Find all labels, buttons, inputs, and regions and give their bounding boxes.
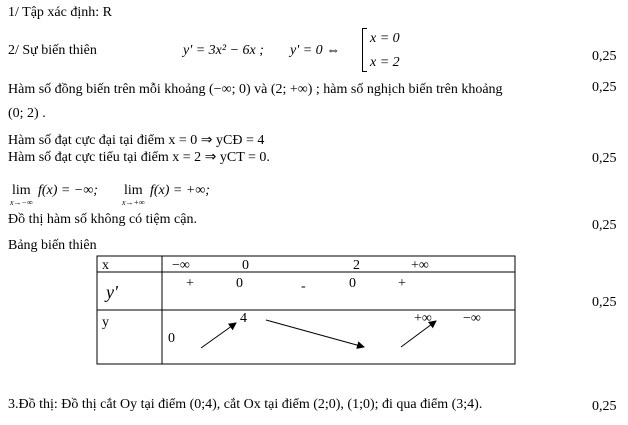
score-asymptote: 0,25	[592, 218, 617, 233]
y-value-minus-inf: −∞	[463, 311, 481, 326]
domain-line: 1/ Tập xác định: R	[8, 5, 112, 20]
limit-expr-2: f(x) = +∞;	[150, 183, 210, 198]
section-2-heading: 2/ Sự biến thiên	[8, 43, 97, 58]
root-1: x = 0	[370, 31, 400, 46]
y-value-plus-inf: +∞	[414, 311, 432, 326]
asymptote-line: Đồ thị hàm số không có tiệm cận.	[8, 212, 197, 227]
score-extrema: 0,25	[592, 151, 617, 166]
x-value-minus-inf: −∞	[172, 258, 190, 273]
sign-zero-1: 0	[236, 276, 243, 291]
lim-word-1: lim	[11, 183, 31, 198]
root-2: x = 2	[370, 55, 400, 70]
lim-sub-2: x→+∞	[122, 198, 145, 207]
sign-zero-2: 0	[349, 276, 356, 291]
monotonic-line-1: Hàm số đồng biến trên mỗi khoảng (−∞; 0) và (2; +∞) ; hàm số nghịch biến trên khoảng	[8, 82, 503, 97]
sign-minus: -	[301, 279, 306, 294]
x-value-plus-inf: +∞	[411, 258, 429, 273]
yprime-label: y'	[106, 282, 118, 302]
score-graph: 0,25	[592, 399, 617, 414]
x-value-2: 2	[353, 258, 360, 273]
score-sec2: 0,25	[592, 49, 617, 64]
x-value-0: 0	[242, 258, 249, 273]
score-table: 0,25	[592, 295, 617, 310]
lim-word-2: lim	[123, 183, 143, 198]
local-max-line: Hàm số đạt cực đại tại điểm x = 0 ⇒ yCĐ = 4	[8, 133, 265, 148]
sign-plus-1: +	[186, 276, 194, 291]
graph-line: 3.Đồ thị: Đồ thị cắt Oy tại điểm (0;4), cắt Ox tại điểm (2;0), (1;0); đi qua điểm (3;4).	[8, 397, 483, 412]
lim-sub-1: x→−∞	[10, 198, 33, 207]
y-value-0: 0	[168, 331, 175, 346]
limit-expr-1: f(x) = −∞;	[38, 183, 98, 198]
x-label: x	[102, 258, 109, 273]
local-min-line: Hàm số đạt cực tiểu tại điểm x = 2 ⇒ yCT = 0.	[8, 150, 270, 165]
score-monotonic: 0,25	[592, 80, 617, 95]
arrow-increase-1	[201, 323, 236, 348]
arrow-decrease	[266, 320, 364, 347]
y-label: y	[102, 315, 109, 330]
variation-table-title: Bảng biến thiên	[8, 238, 97, 253]
derivative-equation: y' = 0 ⇔	[290, 43, 341, 58]
monotonic-line-2: (0; 2) .	[8, 106, 46, 121]
y-value-4: 4	[240, 311, 247, 326]
sign-plus-2: +	[398, 276, 406, 291]
derivative-formula: y' = 3x² − 6x ;	[183, 43, 264, 58]
